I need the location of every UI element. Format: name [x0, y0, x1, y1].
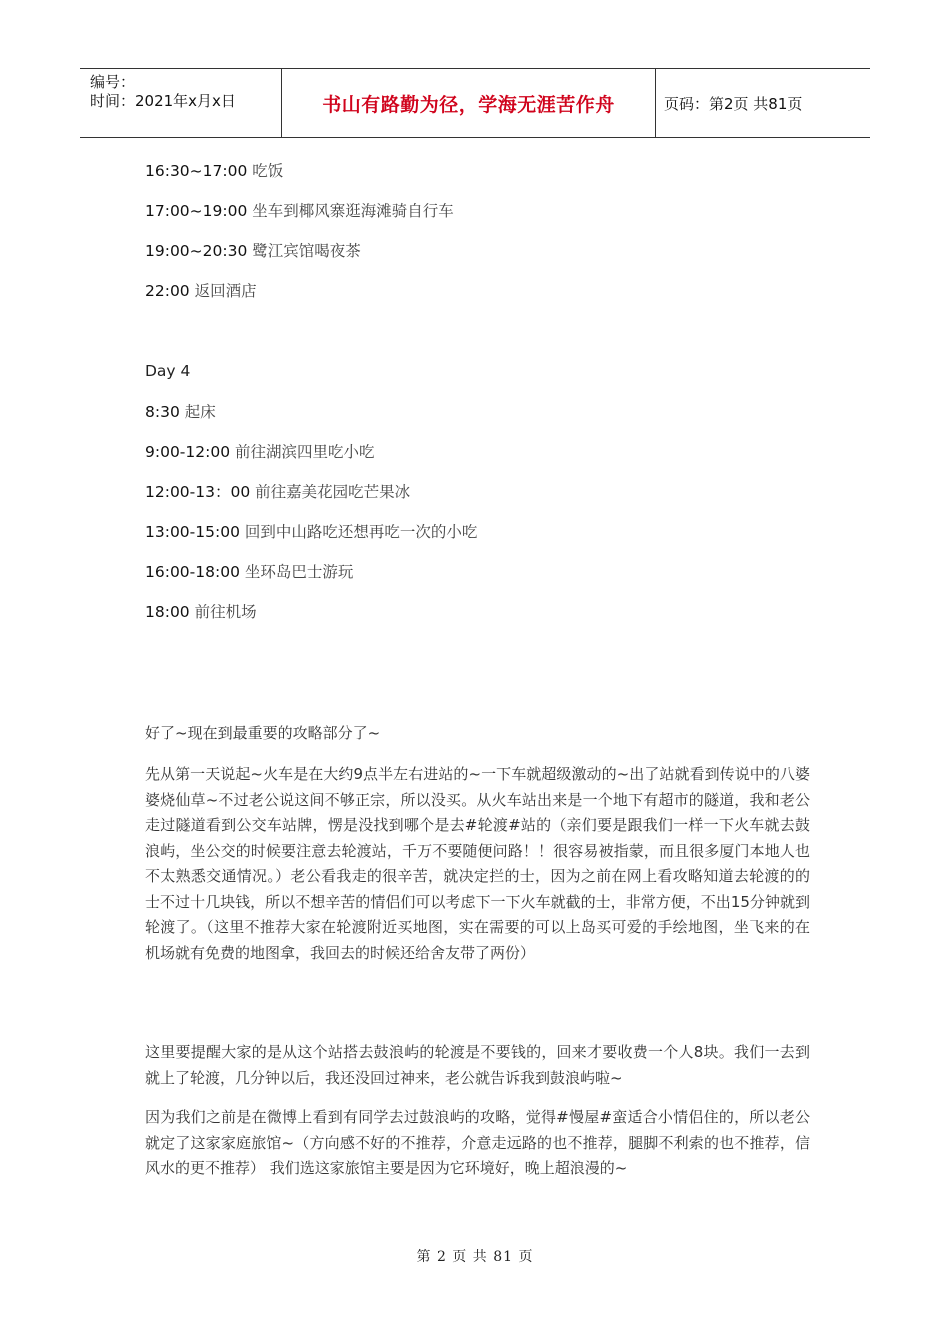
schedule-time: 9:00-12:00 [145, 443, 231, 461]
paragraph: 好了~现在到最重要的攻略部分了~ [145, 724, 381, 742]
schedule-activity: 吃饭 [247, 162, 284, 180]
schedule-time: 16:00-18:00 [145, 563, 240, 581]
number-label: 编号： [90, 73, 136, 91]
schedule-activity: 坐车到椰风寨逛海滩骑自行车 [247, 202, 454, 220]
schedule-item [145, 201, 454, 221]
header-motto: 书山有路勤为径，学海无涯苦作舟 [322, 93, 615, 116]
schedule-time: 22:00 [145, 282, 190, 300]
schedule-item [145, 602, 257, 622]
day-title: Day 4 [145, 362, 191, 380]
schedule-time: 13:00-15:00 [145, 523, 240, 541]
schedule-activity: 鹭江宾馆喝夜茶 [247, 242, 361, 260]
schedule-activity: 坐环岛巴士游玩 [239, 563, 354, 581]
schedule-time: 8:30 [145, 403, 180, 421]
schedule-item [145, 482, 410, 502]
schedule-activity: 返回酒店 [189, 282, 257, 300]
schedule-activity: 前往机场 [189, 603, 257, 621]
paragraph: 因为我们之前是在微博上看到有同学去过鼓浪屿的攻略，觉得#慢屋#蛮适合小情侣住的，所以老公就定了这家家庭旅馆~（方向感不好的不推荐，介意走远路的也不推荐，腿脚不利索的也不推荐，信风水的更不推荐） 我们选这家旅馆主要是因为它环境好，晚上超浪漫的~ [145, 1108, 810, 1177]
header-left [90, 73, 236, 111]
header-page-info: 页码：第2页 共81页 [664, 94, 803, 113]
schedule-item [145, 241, 361, 261]
schedule-time: 19:00~20:30 [145, 242, 248, 260]
schedule-item [145, 442, 375, 462]
schedule-activity: 前往湖滨四里吃小吃 [230, 443, 375, 461]
paragraph: 这里要提醒大家的是从这个站搭去鼓浪屿的轮渡是不要钱的，回来才要收费一个人8块。我们一去到就上了轮渡，几分钟以后，我还没回过神来，老公就告诉我到鼓浪屿啦~ [145, 1043, 810, 1087]
schedule-time: 17:00~19:00 [145, 202, 248, 220]
schedule-activity: 起床 [179, 403, 216, 421]
date-label: 时间：2021年x月x日 [90, 92, 236, 110]
schedule-item [145, 562, 353, 582]
schedule-time: 12:00-13：00 [145, 483, 251, 501]
schedule-item [145, 281, 257, 301]
schedule-item [145, 402, 216, 422]
page-footer: 第 2 页 共 81 页 [416, 1249, 534, 1265]
schedule-activity: 回到中山路吃还想再吃一次的小吃 [239, 523, 478, 541]
schedule-item [145, 522, 477, 542]
page-header [80, 68, 870, 138]
schedule-activity: 前往嘉美花园吃芒果冰 [250, 483, 411, 501]
schedule-time: 16:30~17:00 [145, 162, 248, 180]
schedule-item [145, 161, 283, 181]
schedule-time: 18:00 [145, 603, 190, 621]
header-divider [655, 69, 656, 137]
paragraph: 先从第一天说起~火车是在大约9点半左右进站的~一下车就超级激动的~出了站就看到传说中的八婆婆烧仙草~不过老公说这间不够正宗，所以没买。从火车站出来是一个地下有超市的隧道，我和老公走过隧道看到公交车站牌，愣是没找到哪个是去#轮渡#站的（亲们要是跟我们一样一下火车就去鼓浪屿，坐公交的时候要注意去轮渡站，千万不要随便问路！！很容易被指蒙，而且很多厦门本地人也不太熟悉交通情况。）老公看我走的很辛苦，就决定拦的士，因为之前在网上看攻略知道去轮渡的的士不过十几块钱，所以不想辛苦的情侣们可以考虑下一下火车就截的士，非常方便，不出15分钟就到轮渡了。（这里不推荐大家在轮渡附近买地图，实在需要的可以上岛买可爱的手绘地图，坐飞来的在机场就有免费的地图拿，我回去的时候还给舍友带了两份） [145, 765, 810, 962]
